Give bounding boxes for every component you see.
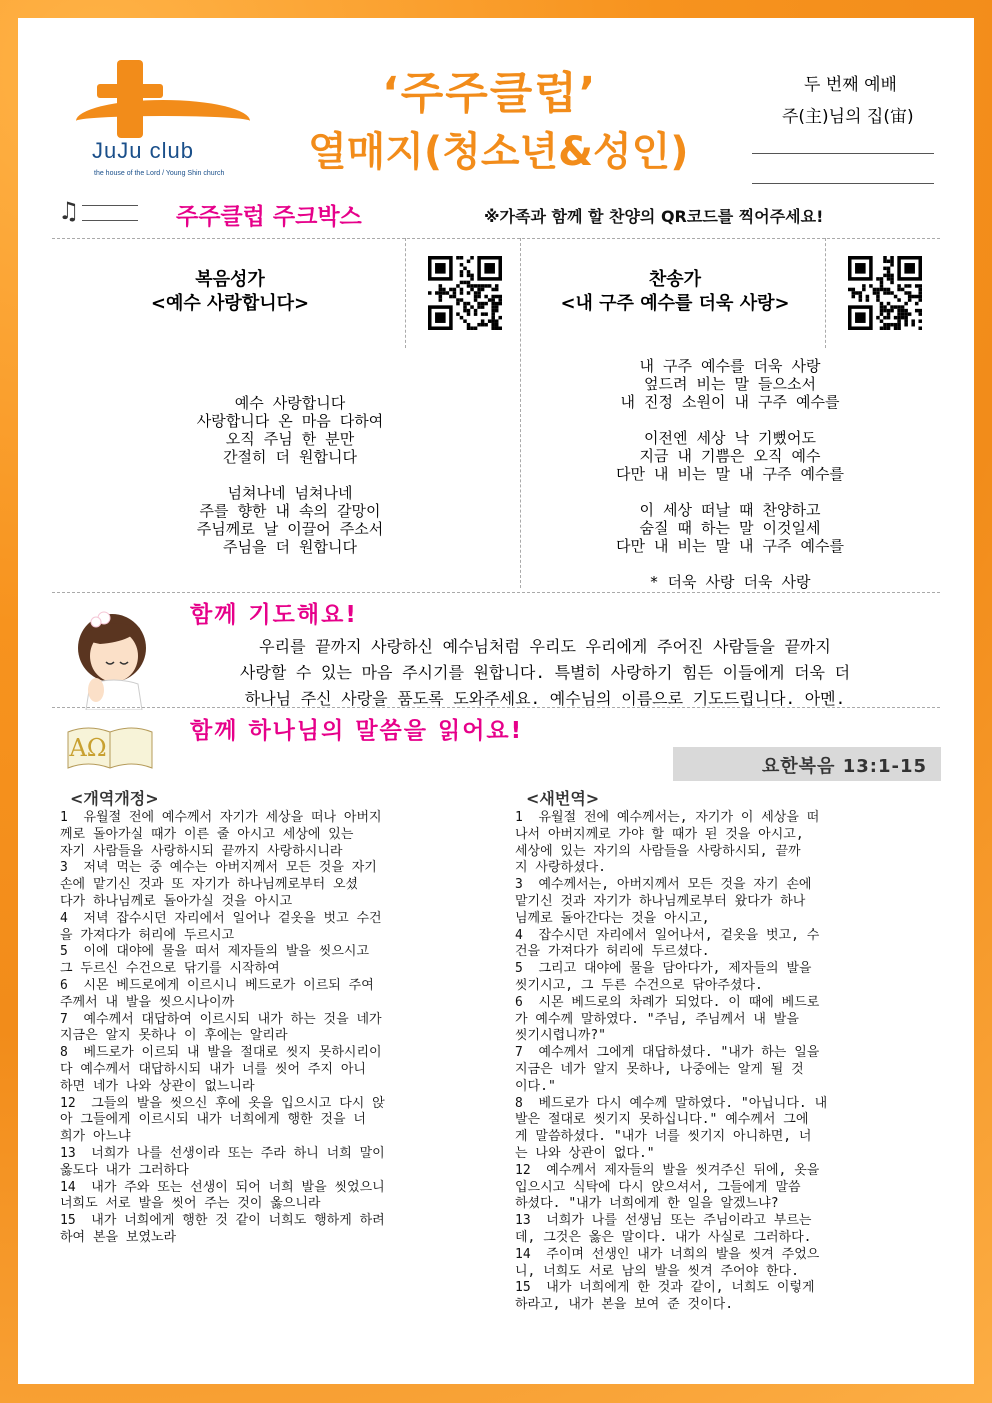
lyric-line: 내 진정 소원이 내 구주 예수를: [620, 393, 840, 411]
verse-line: 씻기시렵니까?": [515, 1028, 607, 1044]
verse-line: 께로 돌아가실 때가 이른 줄 아시고 세상에 있는: [60, 826, 354, 842]
lyric-line: 내 구주 예수를 더욱 사랑: [639, 357, 821, 375]
verse-line: 데, 그것은 옳은 말이다. 내가 사실로 그러하다.: [515, 1229, 812, 1245]
verse-line: 12 예수께서 제자들의 발을 씻겨주신 뒤에, 옷을: [515, 1162, 820, 1178]
verse-line: 맡기신 것과 자기가 하나님께로부터 왔다가 하나: [515, 893, 806, 909]
verse-line: 지 사랑하셨다.: [515, 860, 607, 876]
verses-krv: [60, 810, 500, 1247]
page-title: ‘주주클럽’: [382, 68, 598, 119]
verse-line: 하면 네가 나와 상관이 없느니라: [60, 1078, 255, 1094]
verse-line: 하셨다. "내가 너희에게 한 일을 알겠느냐?: [515, 1196, 779, 1212]
prayer-line: 우리를 끝까지 사랑하신 예수님처럼 우리도 우리에게 주어진 사람들을 끝까지: [259, 637, 831, 656]
lyric-line: 예수 사랑합니다: [234, 394, 346, 412]
verse-line: 는 나와 상관이 없다.": [515, 1145, 655, 1161]
verse-line: 1 유월절 전에 예수께서 자기가 세상을 떠나 아버지: [60, 810, 382, 825]
lyric-line: 주님을 더 원합니다: [223, 538, 357, 556]
lyric-stanza: [520, 429, 940, 483]
verse-line: 나서 아버지께로 가야 할 때가 된 것을 아시고,: [515, 826, 804, 842]
lyric-line: 간절히 더 원합니다: [223, 448, 357, 466]
verse-line: 1 유월절 전에 예수께서는, 자기가 이 세상을 떠: [515, 810, 820, 825]
lyric-line: 지금 내 기쁨은 오직 예수: [639, 447, 821, 465]
verse-line: 7 예수께서 대답하여 이르시되 내가 하는 것을 네가: [60, 1011, 382, 1027]
lyric-line: 엎드려 비는 말 들으소서: [644, 375, 816, 393]
verse-line: 자기 사람들을 사랑하시되 끝까지 사랑하시니라: [60, 843, 343, 859]
prayer-title: 함께 기도해요!: [190, 602, 358, 628]
verse-line: 8 베드로가 다시 예수께 말하였다. "아닙니다. 내: [515, 1095, 828, 1111]
music-note-icon: ♫: [58, 197, 80, 225]
verse-line: 손에 맡기신 것과 또 자기가 하나님께로부터 오셨: [60, 877, 359, 893]
song-name: <내 구주 예수를 더욱 사랑>: [560, 293, 790, 314]
verse-line: 세상에 있는 자기의 사람들을 사랑하시되, 끝까: [515, 843, 801, 859]
song-lyrics: [520, 357, 940, 591]
lyric-stanza: [520, 501, 940, 555]
verse-line: 15 내가 너희에게 한 것과 같이, 너희도 이렇게: [515, 1280, 815, 1296]
house-label: 주(主)님의 집(宙): [782, 107, 914, 127]
version-title: <개역개정>: [70, 789, 159, 808]
scripture-reference: 요한복음 13:1-15: [761, 756, 927, 777]
verse-line: 8 베드로가 이르되 내 발을 절대로 씻지 못하시리이: [60, 1045, 382, 1061]
prayer-text: [180, 634, 910, 712]
lyric-line: 주님께로 날 이끌어 주소서: [196, 520, 384, 538]
verse-line: 하여 본을 보였노라: [60, 1229, 177, 1245]
verse-line: 다 예수께서 대답하시되 내가 너를 씻어 주지 아니: [60, 1061, 366, 1077]
lyric-stanza: [60, 484, 520, 556]
qr-code-icon[interactable]: [428, 256, 502, 330]
song-type: 복음성가: [195, 269, 265, 290]
qr-instruction: ※가족과 함께 할 찬양의 QR코드를 찍어주세요!: [484, 207, 824, 226]
verse-line: 옳도다 내가 그러하다: [60, 1162, 189, 1178]
verse-line: 주께서 내 발을 씻으시나이까: [60, 994, 235, 1010]
lyric-stanza: [60, 394, 520, 466]
lyric-line: 넘쳐나네 넘쳐나네: [227, 484, 353, 502]
logo-subtitle: the house of the Lord / Young Shin church: [94, 170, 225, 177]
music-staff-icon: [82, 205, 138, 221]
verse-line: 입으시고 식탁에 다시 앉으셔서, 그들에게 말씀: [515, 1179, 801, 1195]
prayer-line: 사랑할 수 있는 마음 주시기를 원합니다. 특별히 사랑하기 힘든 이들에게 더욱 더: [239, 663, 851, 682]
verse-line: 5 이에 대야에 물을 떠서 제자들의 발을 씻으시고: [60, 944, 370, 960]
verse-line: 을 가져다가 허리에 두르시고: [60, 927, 235, 943]
song-title: [530, 268, 820, 316]
service-week: 두 번째 예배: [804, 75, 897, 95]
divider: [405, 238, 406, 348]
verse-line: 다가 하나님께로 돌아가실 것을 아시고: [60, 893, 293, 909]
verses-new: [515, 810, 945, 1314]
lyric-line: 사랑합니다 온 마음 다하여: [196, 412, 384, 430]
divider: [52, 592, 940, 593]
verse-line: 6 시몬 베드로에게 이르시니 베드로가 이르되 주여: [60, 977, 374, 993]
verse-line: 4 저녁 잡수시던 자리에서 일어나 겉옷을 벗고 수건: [60, 910, 382, 926]
verse-line: 5 그리고 대야에 물을 담아다가, 제자들의 발을: [515, 961, 812, 977]
scripture-reference-box: [673, 747, 941, 781]
lyric-line: 숨질 때 하는 말 이것일세: [639, 519, 821, 537]
lyric-line: 주를 향한 내 속의 갈망이: [199, 502, 381, 520]
verse-line: 3 저녁 먹는 중 예수는 아버지께서 모든 것을 자기: [60, 860, 377, 876]
lyric-line: 이 세상 떠날 때 찬양하고: [639, 501, 821, 519]
song-lyrics: [60, 394, 520, 574]
verse-line: 아 그들에게 이르시되 내가 너희에게 행한 것을 너: [60, 1112, 366, 1128]
verse-line: 15 내가 너희에게 행한 것 같이 너희도 행하게 하려: [60, 1213, 385, 1229]
song-type: 찬송가: [648, 269, 702, 290]
verse-line: 하라고, 내가 본을 보여 준 것이다.: [515, 1297, 734, 1313]
lyric-stanza: [520, 357, 940, 411]
verse-line: 그 두르신 수건으로 닦기를 시작하여: [60, 961, 280, 977]
alpha-omega-book-icon: [64, 718, 156, 772]
verse-line: 13 너희가 나를 선생님 또는 주님이라고 부르는: [515, 1213, 812, 1229]
song-title: [110, 268, 350, 316]
qr-code-icon[interactable]: [848, 256, 922, 330]
alpha-omega-text: AΩ: [69, 734, 107, 762]
verse-line: 지금은 네가 알지 못하나, 나중에는 알게 될 것: [515, 1061, 804, 1077]
verse-line: 14 주이며 선생인 내가 너희의 발을 씻겨 주었으: [515, 1246, 820, 1262]
verse-line: 님께로 돌아간다는 것을 아시고,: [515, 910, 710, 926]
verse-line: 7 예수께서 그에게 대답하셨다. "내가 하는 일을: [515, 1045, 820, 1061]
bible-title: 함께 하나님의 말씀을 읽어요!: [190, 718, 524, 744]
song-name: <예수 사랑합니다>: [150, 293, 310, 314]
cross-bar: [97, 84, 163, 98]
verse-line: 14 내가 주와 또는 선생이 되어 너희 발을 씻었으니: [60, 1179, 385, 1195]
logo-text: JuJu club: [92, 138, 194, 163]
name-line: [752, 183, 934, 184]
verse-line: 3 예수께서는, 아버지께서 모든 것을 자기 손에: [515, 877, 812, 893]
verse-line: 씻기시고, 그 두른 수건으로 닦아주셨다.: [515, 977, 763, 993]
verse-line: 가 예수께 말하였다. "주님, 주님께서 내 발을: [515, 1011, 799, 1027]
lyric-stanza: [520, 573, 940, 591]
verse-line: 발은 절대로 씻기지 못하십니다." 예수께서 그에: [515, 1112, 809, 1128]
lyric-line: 다만 내 비는 말 내 구주 예수를: [615, 465, 845, 483]
jukebox-title: 주주클럽 주크박스: [176, 204, 362, 230]
verse-line: 4 잡수시던 자리에서 일어나서, 겉옷을 벗고, 수: [515, 927, 820, 943]
divider: [52, 707, 940, 708]
verse-line: 건을 가져다가 허리에 두르셨다.: [515, 944, 710, 960]
verse-line: 너희도 서로 발을 씻어 주는 것이 옳으니라: [60, 1196, 321, 1212]
verse-line: 이다.": [515, 1078, 556, 1094]
praying-girl-icon: [60, 600, 170, 710]
lyric-line: 이전엔 세상 낙 기뻤어도: [644, 429, 816, 447]
prayer-line: 하나님 주신 사랑을 품도록 도와주세요. 예수님의 이름으로 기도드립니다. 아멘.: [244, 689, 846, 708]
divider: [52, 238, 940, 239]
name-line: [752, 153, 934, 154]
page-subtitle: 열매지(청소년&성인): [308, 129, 689, 175]
version-title: <새번역>: [526, 789, 600, 808]
verse-line: 희가 아느냐: [60, 1129, 131, 1145]
lyric-line: 오직 주님 한 분만: [225, 430, 355, 448]
verse-line: 게 말씀하셨다. "내가 너를 씻기지 아니하면, 너: [515, 1129, 812, 1145]
verse-line: 지금은 알지 못하나 이 후에는 알리라: [60, 1028, 288, 1044]
verse-line: 6 시몬 베드로의 차례가 되었다. 이 때에 베드로: [515, 994, 820, 1010]
verse-line: 13 너희가 나를 선생이라 또는 주라 하니 너희 말이: [60, 1145, 385, 1161]
lyric-line: 다만 내 비는 말 내 구주 예수를: [615, 537, 845, 555]
verse-line: 12 그들의 발을 씻으신 후에 옷을 입으시고 다시 앉: [60, 1095, 385, 1111]
verse-line: 니, 너희도 서로 남의 발을 씻겨 주어야 한다.: [515, 1263, 799, 1279]
lyric-line: * 더욱 사랑 더욱 사랑: [649, 573, 811, 591]
logo-arc: [76, 100, 250, 142]
divider: [825, 238, 826, 348]
